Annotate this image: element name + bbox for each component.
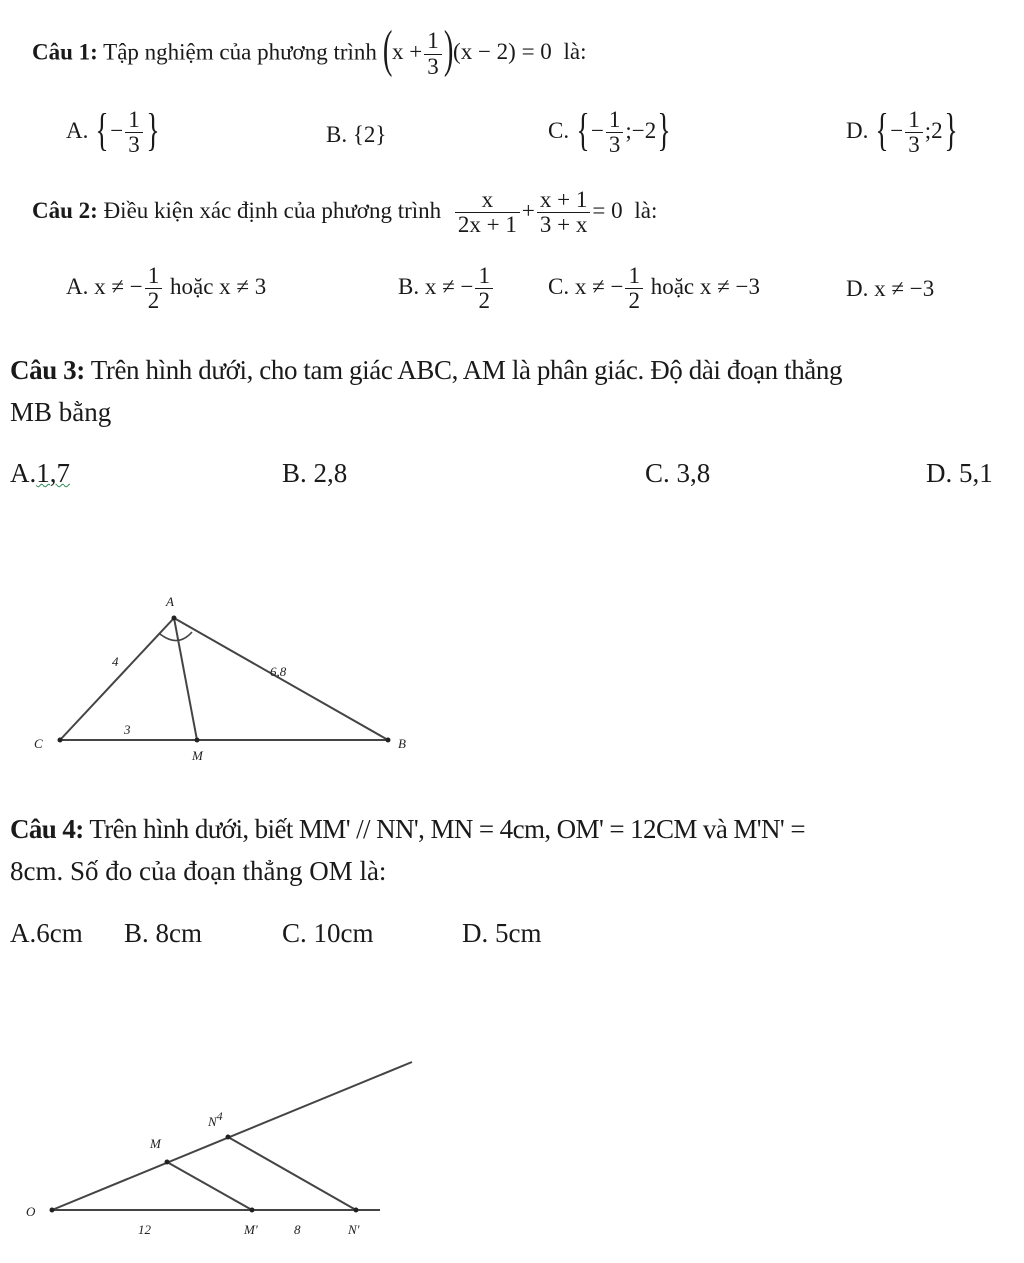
q4-label: Câu 4: [10, 814, 84, 844]
q1-opt-d-fraction [905, 108, 923, 157]
q2-opt-c-post: hoặc x ≠ −3 [650, 273, 760, 299]
q2-f1-num: x [455, 188, 520, 213]
q1-line [32, 21, 587, 80]
q2-plus: + [521, 197, 535, 223]
q1-opt-c-den: 3 [608, 132, 621, 158]
q4-opt-d-text: D. 5cm [462, 918, 542, 948]
q2-opt-a-fraction [145, 264, 163, 313]
q3-side-ab [174, 618, 388, 740]
q3-option-c[interactable] [645, 458, 710, 489]
q1-opt-b-value: {2} [352, 122, 387, 147]
q1-opt-a-num: 1 [125, 108, 143, 133]
q4-text-line1: Trên hình dưới, biết MM' // NN', MN = 4cm, OM' = 12CM và M'N' = [89, 814, 805, 844]
q3-opt-b-text: B. 2,8 [282, 458, 348, 488]
q3-text-line2: MB bằng [10, 397, 112, 427]
q4-label-o: O [26, 1204, 36, 1219]
q2-opt-a-den: 2 [147, 288, 160, 314]
q4-point-m-prime [250, 1208, 255, 1213]
q3-side-ca [60, 618, 174, 740]
q3-point-b [386, 738, 391, 743]
q2-opt-c-den: 2 [628, 288, 640, 314]
q4-figure [10, 1050, 430, 1250]
q4-point-n-prime [354, 1208, 359, 1213]
q3-opt-c-text: C. 3,8 [645, 458, 711, 488]
q1-opt-a-brace-close: } [146, 103, 160, 155]
q2-opt-a-label: A. [66, 273, 89, 299]
q2-line [32, 188, 657, 237]
q1-option-d[interactable] [846, 103, 959, 158]
q2-opt-a-post: hoặc x ≠ 3 [169, 273, 267, 299]
q4-opt-a-text: A.6cm [10, 918, 83, 948]
q3-line2 [10, 397, 111, 428]
q4-opt-c-text: C. 10cm [282, 918, 374, 948]
q1-opt-d-den: 3 [908, 132, 920, 158]
q3-length-ab: 6,8 [270, 664, 287, 679]
q1-opt-a-minus: − [110, 117, 124, 143]
q4-label-n-prime: N' [348, 1222, 360, 1237]
q4-point-n [226, 1135, 231, 1140]
q4-option-a[interactable] [10, 918, 83, 949]
q1-eq-num: 1 [424, 29, 442, 54]
q2-fraction-1 [455, 188, 520, 237]
q1-text: Tập nghiệm của phương trình [103, 39, 377, 65]
q4-option-b[interactable] [124, 918, 202, 949]
q3-option-b[interactable] [282, 458, 347, 489]
q3-option-a[interactable] [10, 458, 70, 489]
q3-bisector-am [174, 618, 197, 740]
q3-option-d[interactable] [926, 458, 993, 489]
q2-opt-d-value: x ≠ −3 [874, 276, 935, 301]
q1-eq-rest: (x − 2) = 0 [453, 39, 552, 65]
q1-paren-close: ) [443, 21, 454, 78]
q1-opt-d-label: D. [846, 117, 869, 143]
q4-text-line2: 8cm. Số đo của đoạn thẳng OM là: [10, 856, 387, 886]
q3-opt-a-label: A. [10, 458, 37, 488]
q4-label-m: M [150, 1136, 161, 1151]
q1-opt-d-brace-open: { [875, 103, 889, 155]
q2-opt-c-num: 1 [625, 264, 643, 289]
q2-equation [453, 187, 628, 238]
q3-text-line1: Trên hình dưới, cho tam giác ABC, AM là phân giác. Độ dài đoạn thẳng [90, 355, 843, 385]
q1-opt-d-num: 1 [905, 108, 923, 133]
q2-opt-c-label: C. [548, 273, 570, 299]
q1-opt-b-label: B. [326, 122, 348, 147]
q2-eq-rest: = 0 [592, 197, 623, 223]
q1-option-b[interactable] [326, 122, 386, 148]
q2-text: Điều kiện xác định của phương trình [103, 197, 442, 223]
q1-option-a[interactable] [66, 103, 161, 158]
q4-length-m-prime-n-prime: 8 [294, 1222, 301, 1237]
q4-line2 [10, 856, 386, 887]
q3-opt-a-value: 1,7 [36, 458, 70, 488]
q4-segment-nn-prime [228, 1137, 356, 1210]
q1-opt-a-label: A. [66, 117, 89, 143]
q2-opt-a-pre: x ≠ − [94, 273, 143, 299]
q1-opt-a-den: 3 [128, 132, 140, 158]
q4-label-n-length: 4 [216, 1109, 223, 1123]
q4-point-m [165, 1160, 170, 1165]
q1-label: Câu 1: [32, 39, 98, 65]
q3-length-cm: 3 [124, 722, 131, 737]
q2-opt-c-fraction [625, 264, 643, 313]
q4-segment-mm-prime [167, 1162, 252, 1210]
q3-line1 [10, 355, 842, 386]
q2-tail: là: [634, 197, 658, 223]
q4-ray-upper [52, 1062, 412, 1210]
q1-opt-d-rest: ;2 [924, 117, 943, 143]
q2-opt-b-pre: x ≠ − [424, 273, 474, 299]
q1-opt-a-brace-open: { [95, 103, 109, 155]
q2-fraction-2 [537, 188, 590, 237]
q1-opt-c-brace-open: { [576, 103, 590, 155]
q1-opt-c-brace-close: } [657, 103, 671, 155]
q1-eq-den: 3 [427, 53, 439, 79]
q3-point-c [58, 738, 63, 743]
q2-option-b[interactable] [398, 264, 495, 313]
q2-f1-den: 2x + 1 [457, 212, 517, 238]
q1-opt-c-minus: − [590, 117, 604, 143]
q3-label-b: B [398, 736, 406, 751]
q2-label: Câu 2: [32, 197, 98, 223]
q2-opt-d-label: D. [846, 276, 869, 301]
q4-option-d[interactable] [462, 918, 541, 949]
q1-opt-c-label: C. [548, 117, 570, 143]
q4-label-n [207, 1109, 223, 1129]
q1-eq-fraction [424, 29, 442, 78]
q4-opt-b-text: B. 8cm [124, 918, 202, 948]
q4-point-o [50, 1208, 55, 1213]
q2-f2-den: 3 + x [539, 212, 588, 238]
q1-opt-d-minus: − [890, 117, 904, 143]
q3-point-a [172, 616, 177, 621]
q1-tail: là: [563, 39, 587, 65]
q2-opt-b-den: 2 [478, 288, 490, 314]
q1-paren-open: ( [382, 21, 393, 78]
q3-label-a: A [166, 594, 174, 609]
q2-opt-b-label: B. [398, 273, 420, 299]
q4-length-om-prime: 12 [138, 1222, 151, 1237]
q1-opt-d-brace-close: } [944, 103, 958, 155]
q3-point-m [195, 738, 200, 743]
q2-option-c[interactable] [548, 264, 760, 313]
q3-label: Câu 3: [10, 355, 85, 385]
q1-option-c[interactable] [548, 103, 672, 158]
q2-f2-num: x + 1 [537, 188, 590, 213]
q2-option-a[interactable] [66, 264, 266, 313]
q1-opt-a-fraction [125, 108, 143, 157]
q3-figure [20, 580, 420, 770]
q1-opt-c-rest: ;−2 [625, 117, 657, 143]
q2-option-d[interactable] [846, 276, 934, 302]
q3-opt-d-text: D. 5,1 [926, 458, 993, 488]
q1-opt-c-fraction [606, 108, 624, 157]
q1-equation [382, 21, 558, 79]
q4-label-n-letter: N [208, 1114, 217, 1129]
q4-option-c[interactable] [282, 918, 374, 949]
q2-opt-c-pre: x ≠ − [574, 273, 624, 299]
q3-length-ac: 4 [112, 654, 119, 669]
q2-opt-b-fraction [475, 264, 493, 313]
q1-opt-c-num: 1 [606, 108, 624, 133]
q3-label-c: C [34, 736, 43, 751]
q1-eq-x: x + [391, 39, 423, 65]
q3-label-m: M [192, 748, 203, 763]
q2-opt-a-num: 1 [145, 264, 163, 289]
q4-line1 [10, 814, 805, 845]
q4-label-m-prime: M' [244, 1222, 258, 1237]
q2-opt-b-num: 1 [475, 264, 493, 289]
